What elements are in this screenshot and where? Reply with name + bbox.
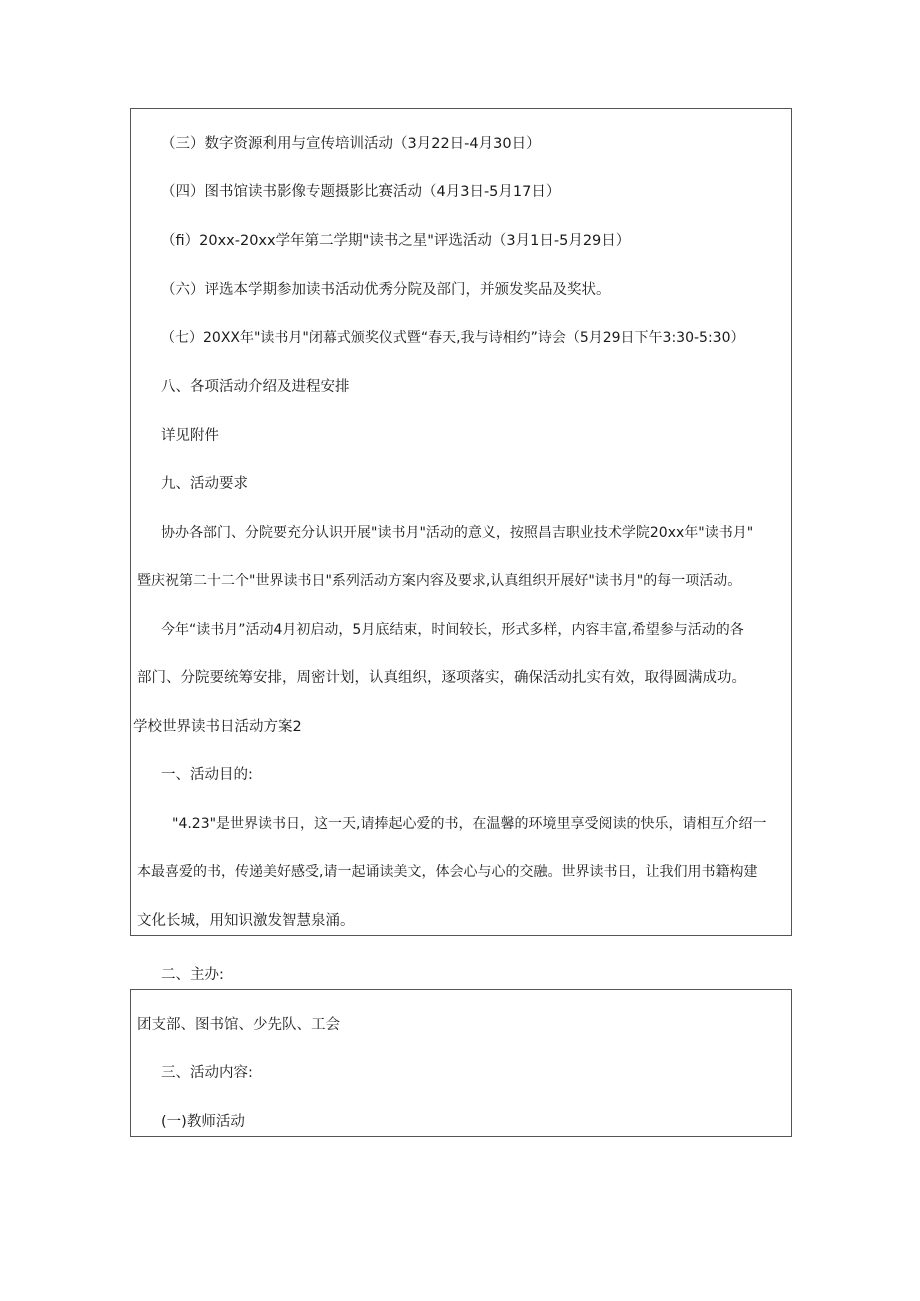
list-item-5: （fi）20xx-20xx学年第二学期"读书之星"评选活动（3月1日-5月29日） <box>161 233 631 249</box>
paragraph-requirements-line-1: 协办各部门、分院要充分认识开展"读书月"活动的意义，按照昌吉职业技术学院20xx年"读书月" <box>161 525 754 541</box>
paragraph-this-year-line-1: 今年“读书月”活动4月初启动，5月底结束，时间较长，形式多样，内容丰富,希望参与活动的各 <box>161 622 744 638</box>
list-item-6: （六）评选本学期参加读书活动优秀分院及部门，并颁发奖品及奖状。 <box>161 282 611 298</box>
paragraph-requirements-line-2: 暨庆祝第二十二个"世界读书日"系列活动方案内容及要求,认真组织开展好"读书月"的每一项活动。 <box>137 573 742 589</box>
paragraph-purpose-line-3: 文化长城，用知识激发智慧泉涌。 <box>137 913 355 929</box>
paragraph-this-year-line-2: 部门、分院要统筹安排，周密计划，认真组织，逐项落实，确保活动扎实有效，取得圆满成功。 <box>137 670 746 686</box>
paragraph-purpose-line-1: "4.23"是世界读书日，这一天,请捧起心爱的书，在温馨的环境里享受阅读的快乐，请相互介绍一 <box>172 816 767 832</box>
section-heading-8: 八、各项活动介绍及进程安排 <box>161 379 350 395</box>
subsection-teacher-activities: (一)教师活动 <box>161 1114 245 1130</box>
section-heading-1: 一、活动目的: <box>161 767 253 783</box>
document-subtitle: 学校世界读书日活动方案2 <box>133 719 302 735</box>
section-heading-2: 二、主办: <box>161 967 224 983</box>
section-heading-3: 三、活动内容: <box>161 1065 253 1081</box>
paragraph-purpose-line-2: 本最喜爱的书，传递美好感受,请一起诵读美文，体会心与心的交融。世界读书日，让我们用书籍构建 <box>137 864 758 880</box>
list-item-7: （七）20XX年"读书月"闭幕式颁奖仪式暨“春天,我与诗相约”诗会（5月29日下午3:30-5:30） <box>161 330 745 346</box>
list-item-4: （四）图书馆读书影像专题摄影比赛活动（4月3日-5月17日） <box>161 184 561 200</box>
organizers-text: 团支部、图书馆、少先队、工会 <box>137 1017 340 1033</box>
list-item-3: （三）数字资源利用与宣传培训活动（3月22日-4月30日） <box>161 136 541 152</box>
paragraph-see-attachment: 详见附件 <box>161 428 219 444</box>
section-heading-9: 九、活动要求 <box>161 476 248 492</box>
